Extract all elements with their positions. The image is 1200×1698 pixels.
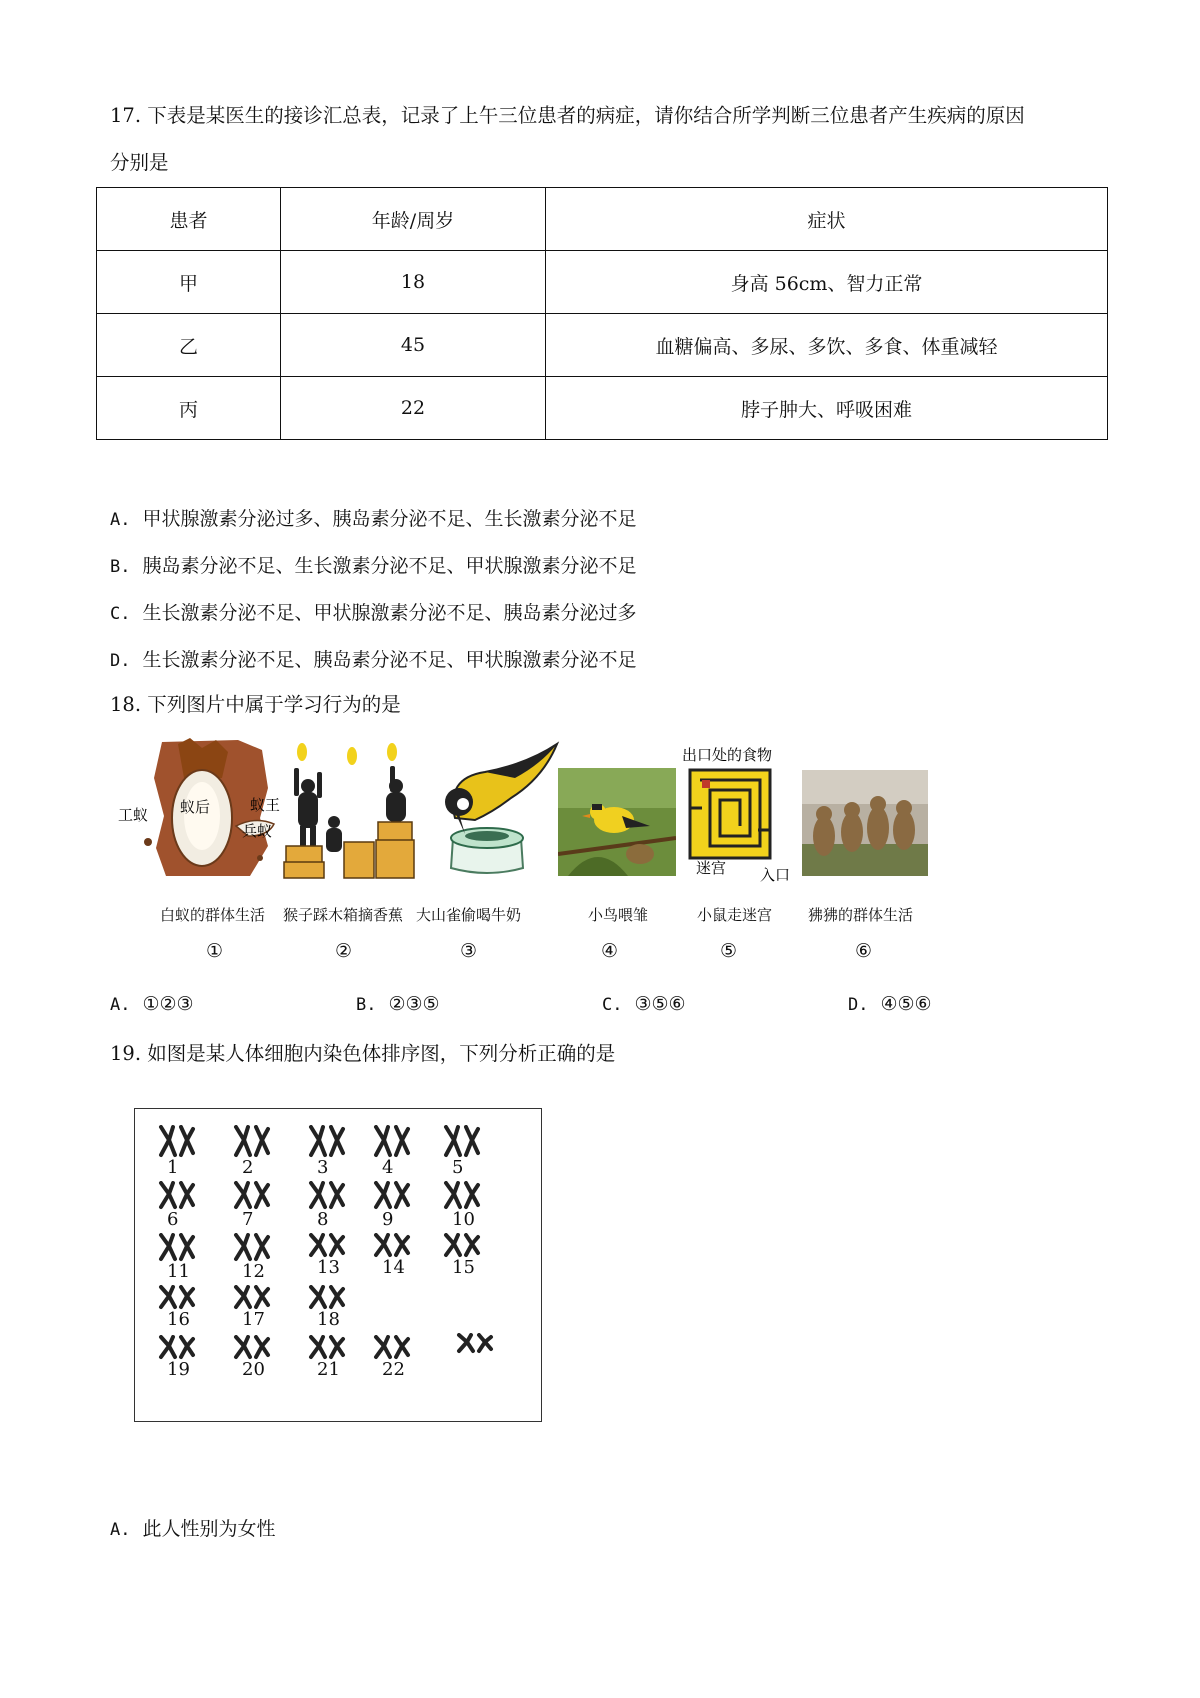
- image-caption: 大山雀偷喝牛奶: [416, 906, 522, 924]
- maze-label-entrance: 入口: [760, 866, 791, 882]
- option-text: ②③⑤: [388, 993, 440, 1015]
- chromosome-number: 7: [242, 1209, 254, 1230]
- image-caption: 白蚁的群体生活: [160, 906, 266, 924]
- image-number: ④: [601, 940, 619, 962]
- image-caption: 猴子踩木箱摘香蕉: [283, 906, 404, 924]
- karyotype-figure: [134, 1108, 542, 1422]
- image-caption: 狒狒的群体生活: [808, 906, 914, 924]
- chromosome-number: 16: [167, 1309, 190, 1330]
- image-number: ⑥: [855, 940, 873, 962]
- monkey-boxes-image: [280, 740, 420, 880]
- table-header: 年龄/周岁: [281, 188, 546, 251]
- option-text: 此人性别为女性: [142, 1518, 276, 1540]
- option-text: ④⑤⑥: [880, 993, 932, 1015]
- chromosome-pair: [370, 1335, 414, 1361]
- q18-option-d[interactable]: [848, 993, 932, 1015]
- table-cell: 22: [281, 377, 546, 440]
- table-cell: 乙: [97, 314, 281, 377]
- chromosome-number: 11: [167, 1261, 190, 1282]
- chromosome-number: 13: [317, 1257, 340, 1278]
- chromosome-number: 2: [242, 1157, 254, 1178]
- image-caption: 小鸟喂雏: [588, 906, 649, 924]
- option-letter: C.: [110, 604, 131, 624]
- table-row: [97, 314, 1108, 377]
- chromosome-number: 22: [382, 1359, 405, 1380]
- termite-label-king: 蚁王: [250, 796, 281, 814]
- chromosome-pair: [370, 1181, 414, 1211]
- option-text: 生长激素分泌不足、胰岛素分泌不足、甲状腺激素分泌不足: [142, 649, 637, 671]
- option-text: ①②③: [142, 993, 194, 1015]
- chromosome-pair: [230, 1181, 274, 1211]
- q19-option-a[interactable]: [110, 1514, 276, 1541]
- chromosome-number: 12: [242, 1261, 265, 1282]
- table-row: [97, 377, 1108, 440]
- maze-image: [678, 742, 798, 882]
- image-caption: 小鼠走迷宫: [697, 906, 773, 924]
- table-header-row: [97, 188, 1108, 251]
- chromosome-number: 6: [167, 1209, 179, 1230]
- patient-table: [96, 187, 1108, 440]
- chromosome-pair: [440, 1125, 484, 1159]
- chromosome-pair: [230, 1335, 274, 1361]
- option-letter: C.: [602, 995, 623, 1015]
- q17-option-c[interactable]: [110, 598, 637, 625]
- q17-option-a[interactable]: [110, 504, 637, 531]
- maze-label-exit-food: 出口处的食物: [682, 746, 773, 764]
- chromosome-pair: [230, 1233, 274, 1263]
- table-cell: 脖子肿大、呼吸困难: [546, 377, 1108, 440]
- image-number: ②: [335, 940, 353, 962]
- chromosome-number: 19: [167, 1359, 190, 1380]
- chromosome-number: 15: [452, 1257, 475, 1278]
- chromosome-pair: [155, 1285, 199, 1311]
- chromosome-pair: [305, 1335, 349, 1361]
- chromosome-number: 3: [317, 1157, 329, 1178]
- termite-label-soldier: 兵蚁: [242, 822, 273, 840]
- option-letter: D.: [110, 651, 131, 671]
- q18-option-a[interactable]: [110, 993, 194, 1015]
- chromosome-pair: [155, 1181, 199, 1211]
- table-cell: 身高 56cm、智力正常: [546, 251, 1108, 314]
- table-header: 患者: [97, 188, 281, 251]
- table-row: [97, 251, 1108, 314]
- image-number: ①: [206, 940, 224, 962]
- chromosome-number: 9: [382, 1209, 394, 1230]
- option-text: 胰岛素分泌不足、生长激素分泌不足、甲状腺激素分泌不足: [142, 555, 637, 577]
- chromosome-number: 18: [317, 1309, 340, 1330]
- chromosome-pair: [370, 1125, 414, 1159]
- table-cell: 血糖偏高、多尿、多饮、多食、体重减轻: [546, 314, 1108, 377]
- chromosome-number: 21: [317, 1359, 340, 1380]
- q18-stem: 18. 下列图片中属于学习行为的是: [110, 693, 401, 716]
- bird-feeding-image: [558, 768, 676, 876]
- chromosome-number: 10: [452, 1209, 475, 1230]
- option-letter: A.: [110, 1520, 131, 1540]
- table-cell: 45: [281, 314, 546, 377]
- table-cell: 甲: [97, 251, 281, 314]
- q18-option-b[interactable]: [356, 993, 440, 1015]
- option-letter: B.: [356, 995, 377, 1015]
- chromosome-number: 4: [382, 1157, 394, 1178]
- q17-stem-line2: 分别是: [110, 151, 169, 174]
- q17-option-b[interactable]: [110, 551, 637, 578]
- table-cell: 丙: [97, 377, 281, 440]
- chromosome-pair: [230, 1125, 274, 1159]
- chromosome-pair: [440, 1233, 484, 1259]
- image-number: ⑤: [720, 940, 738, 962]
- option-letter: D.: [848, 995, 869, 1015]
- chromosome-pair: [370, 1233, 414, 1259]
- table-header: 症状: [546, 188, 1108, 251]
- chromosome-pair: [305, 1285, 349, 1311]
- chromosome-number: 8: [317, 1209, 329, 1230]
- chromosome-pair: [440, 1181, 484, 1211]
- option-text: ③⑤⑥: [634, 993, 686, 1015]
- q17-option-d[interactable]: [110, 645, 637, 672]
- chromosome-pair: [305, 1233, 349, 1259]
- termite-label-queen: 蚁后: [180, 798, 211, 816]
- chromosome-number: 14: [382, 1257, 405, 1278]
- chromosome-number: 20: [242, 1359, 265, 1380]
- chromosome-number: 17: [242, 1309, 265, 1330]
- chromosome-number: 5: [452, 1157, 464, 1178]
- great-tit-image: [415, 738, 565, 878]
- baboon-group-image: [802, 770, 928, 876]
- option-letter: A.: [110, 995, 131, 1015]
- q19-stem: 19. 如图是某人体细胞内染色体排序图，下列分析正确的是: [110, 1042, 616, 1065]
- chromosome-number: 1: [167, 1157, 179, 1178]
- chromosome-pair: [155, 1233, 199, 1263]
- chromosome-pair: [305, 1181, 349, 1211]
- table-cell: 18: [281, 251, 546, 314]
- image-number: ③: [460, 940, 478, 962]
- maze-label-maze: 迷宫: [696, 859, 727, 877]
- q18-option-c[interactable]: [602, 993, 686, 1015]
- option-text: 甲状腺激素分泌过多、胰岛素分泌不足、生长激素分泌不足: [142, 508, 637, 530]
- termite-label-worker: 工蚁: [118, 806, 149, 824]
- chromosome-pair: [453, 1333, 497, 1355]
- chromosome-pair: [305, 1125, 349, 1159]
- chromosome-pair: [155, 1125, 199, 1159]
- termite-colony-image: [118, 738, 288, 878]
- option-letter: B.: [110, 557, 131, 577]
- q17-stem-line1: 17. 下表是某医生的接诊汇总表，记录了上午三位患者的病症，请你结合所学判断三位患者产生疾病的原因: [110, 104, 1025, 127]
- option-text: 生长激素分泌不足、甲状腺激素分泌不足、胰岛素分泌过多: [142, 602, 637, 624]
- option-letter: A.: [110, 510, 131, 530]
- chromosome-pair: [155, 1335, 199, 1361]
- chromosome-pair: [230, 1285, 274, 1311]
